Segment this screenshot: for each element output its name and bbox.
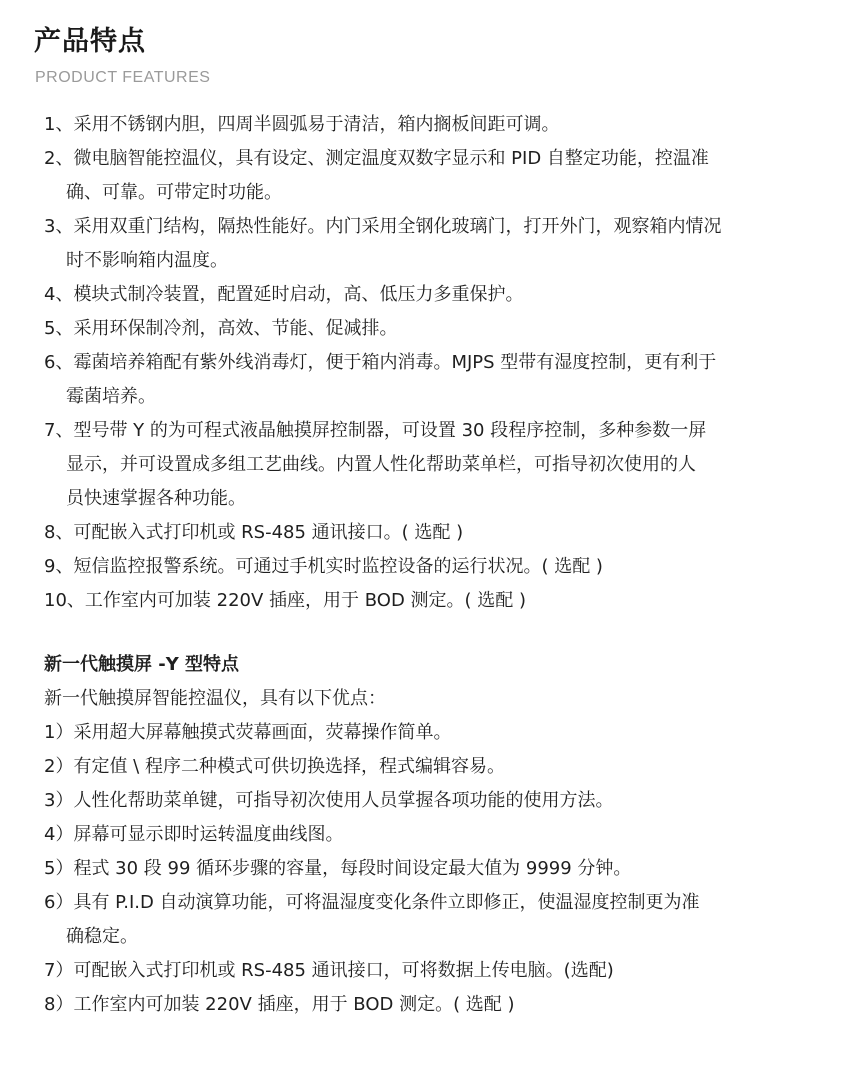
feature-item-4: 4、模块式制冷装置，配置延时启动，高、低压力多重保护。 <box>44 284 524 305</box>
feature-item-3-continued: 时不影响箱内温度。 <box>66 250 228 271</box>
feature-item-3: 3、采用双重门结构，隔热性能好。内门采用全钢化玻璃门，打开外门，观察箱内情况 <box>44 216 722 237</box>
feature-item-1: 1、采用不锈钢内胆，四周半圆弧易于清洁，箱内搁板间距可调。 <box>44 114 560 135</box>
benefit-item-7: 7）可配嵌入式打印机或 RS-485 通讯接口，可将数据上传电脑。(选配) <box>44 960 614 981</box>
feature-item-5: 5、采用环保制冷剂，高效、节能、促减排。 <box>44 318 398 339</box>
benefit-item-8: 8）工作室内可加装 220V 插座，用于 BOD 测定。( 选配 ) <box>44 994 515 1015</box>
feature-item-6: 6、霉菌培养箱配有紫外线消毒灯，便于箱内消毒。MJPS 型带有湿度控制，更有利于 <box>44 352 717 373</box>
page-title: 产品特点 <box>34 26 146 57</box>
feature-item-2-continued: 确、可靠。可带定时功能。 <box>66 182 282 203</box>
touchscreen-section <box>44 648 834 1022</box>
section-title: 新一代触摸屏 -Y 型特点 <box>44 654 240 675</box>
feature-item-6-continued: 霉菌培养。 <box>66 386 156 407</box>
feature-item-10: 10、工作室内可加装 220V 插座，用于 BOD 测定。( 选配 ) <box>44 590 527 611</box>
feature-item-7-continued: 显示，并可设置成多组工艺曲线。内置人性化帮助菜单栏，可指导初次使用的人 <box>66 454 696 475</box>
feature-item-2: 2、微电脑智能控温仪，具有设定、测定温度双数字显示和 PID 自整定功能，控温准 <box>44 148 709 169</box>
benefit-item-5: 5）程式 30 段 99 循环步骤的容量，每段时间设定最大值为 9999 分钟。 <box>44 858 632 879</box>
feature-item-7: 7、型号带 Y 的为可程式液晶触摸屏控制器，可设置 30 段程序控制，多种参数一屏 <box>44 420 707 441</box>
benefit-item-6: 6）具有 P.I.D 自动演算功能，可将温湿度变化条件立即修正，使温湿度控制更为准 <box>44 892 700 913</box>
feature-item-8: 8、可配嵌入式打印机或 RS-485 通讯接口。( 选配 ) <box>44 522 464 543</box>
feature-item-9: 9、短信监控报警系统。可通过手机实时监控设备的运行状况。( 选配 ) <box>44 556 603 577</box>
section-intro: 新一代触摸屏智能控温仪，具有以下优点： <box>44 688 386 709</box>
benefit-item-1: 1）采用超大屏幕触摸式荧幕画面，荧幕操作简单。 <box>44 722 452 743</box>
benefits-list <box>44 716 834 1022</box>
benefit-item-3: 3）人性化帮助菜单键，可指导初次使用人员掌握各项功能的使用方法。 <box>44 790 614 811</box>
benefit-item-6-continued: 确稳定。 <box>66 926 138 947</box>
benefit-item-4: 4）屏幕可显示即时运转温度曲线图。 <box>44 824 344 845</box>
features-list <box>44 108 834 618</box>
feature-item-7-continued-2: 员快速掌握各种功能。 <box>66 488 246 509</box>
page-subtitle: PRODUCT FEATURES <box>35 69 211 86</box>
benefit-item-2: 2）有定值 \ 程序二种模式可供切换选择，程式编辑容易。 <box>44 756 505 777</box>
